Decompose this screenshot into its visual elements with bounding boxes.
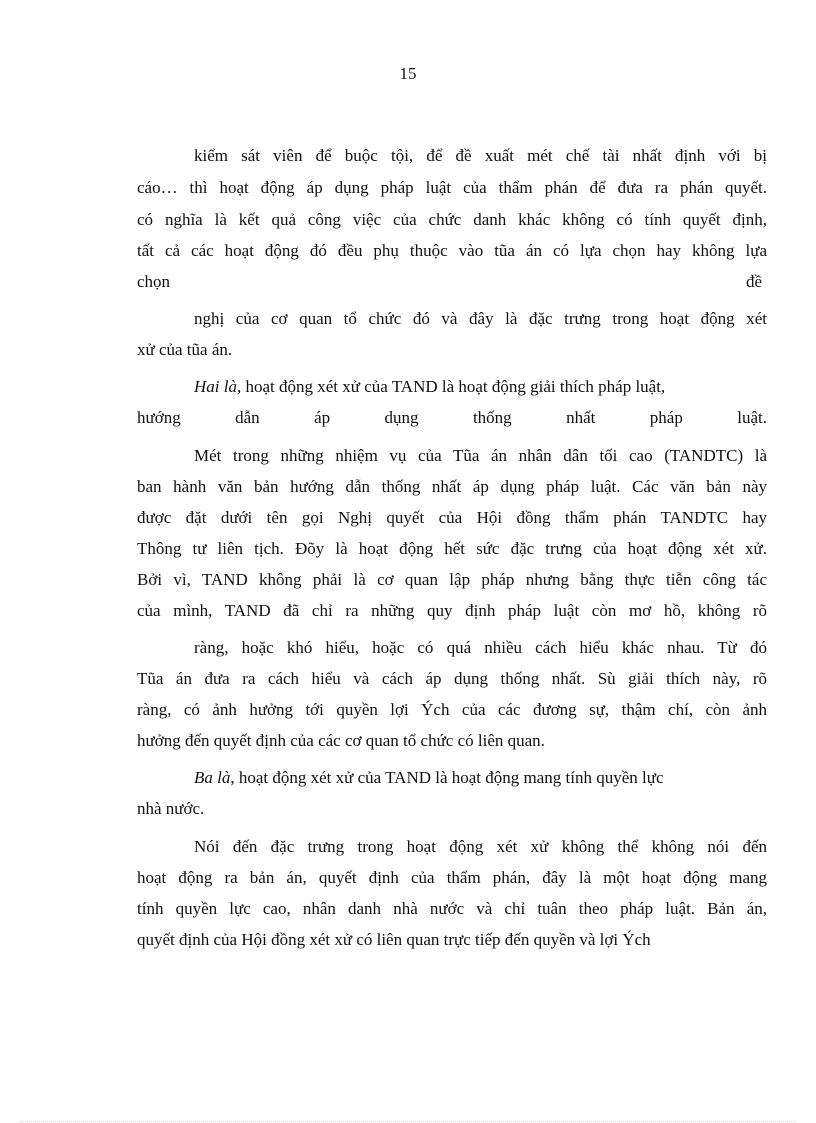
text-run: , hoạt động xét xử của TAND là hoạt động mang tính quyền lực: [230, 768, 664, 787]
text-line: kiểm sát viên để buộc tội, để đề xuất mét chế tài nhất định với bị: [194, 146, 767, 165]
text-line: quyết định của Hội đồng xét xử có liên quan trực tiếp đến quyền và lợi Ých: [137, 930, 651, 949]
text-line: Mét trong những nhiệm vụ của Tũa án nhân dân tối cao (TANDTC) là: [194, 446, 767, 465]
paragraph-lead: Ba là: [194, 768, 231, 787]
text-line: nhà nước.: [137, 799, 205, 818]
paragraph-heading-line: [194, 376, 767, 398]
text-line: đề: [746, 272, 763, 291]
page-number: 15: [399, 64, 417, 83]
text-line: cáo… thì hoạt động áp dụng pháp luật của thẩm phán để đưa ra phán quyết.: [137, 178, 767, 197]
text-line: Tũa án đưa ra cách hiểu và cách áp dụng thống nhất. Sù giải thích này, rõ: [137, 669, 767, 688]
text-line: xử của tũa án.: [137, 340, 233, 359]
text-line: Thông tư liên tịch. Đõy là hoạt động hết sức đặc trưng của hoạt động xét xử.: [137, 539, 767, 558]
text-line: ràng, hoặc khó hiểu, hoặc có quá nhiều cách hiểu khác nhau. Từ đó: [194, 638, 767, 657]
text-line: ràng, có ảnh hưởng tới quyền lợi Ých của các đương sự, thậm chí, còn ảnh: [137, 700, 767, 719]
paragraph-lead: Hai là,: [194, 377, 242, 396]
text-line: của mình, TAND đã chỉ ra những quy định pháp luật còn mơ hồ, không rõ: [137, 601, 767, 620]
text-run: hoạt động xét xử của TAND là hoạt động giải thích pháp luật,: [241, 377, 666, 396]
text-line: hoạt động ra bản án, quyết định của thẩm phán, đây là một hoạt động mang: [137, 868, 767, 887]
text-line: được đặt dưới tên gọi Nghị quyết của Hội đồng thẩm phán TANDTC hay: [137, 508, 767, 527]
text-line: tính quyền lực cao, nhân danh nhà nước và chỉ tuân theo pháp luật. Bản án,: [137, 899, 767, 918]
paragraph-heading-line: [194, 767, 767, 789]
text-line: hướng dẫn áp dụng thống nhất pháp luật.: [137, 408, 767, 427]
text-line: có nghĩa là kết quả công việc của chức danh khác không có tính quyết định,: [137, 210, 767, 229]
text-line: Bởi vì, TAND không phải là cơ quan lập pháp nhưng bằng thực tiễn công tác: [137, 570, 767, 589]
text-line: chọn: [137, 272, 171, 291]
text-line: hưởng đến quyết định của các cơ quan tổ chức có liên quan.: [137, 731, 545, 750]
text-line: Nói đến đặc trưng trong hoạt động xét xử không thể không nói đến: [194, 837, 767, 856]
text-line: tất cả các hoạt động đó đều phụ thuộc vào tũa án có lựa chọn hay không lựa: [137, 241, 767, 260]
text-line: ban hành văn bản hướng dẫn thống nhất áp dụng pháp luật. Các văn bản này: [137, 477, 767, 496]
text-line: nghị của cơ quan tổ chức đó và đây là đặc trưng trong hoạt động xét: [194, 309, 767, 328]
page-bottom-rule: [20, 1121, 796, 1122]
